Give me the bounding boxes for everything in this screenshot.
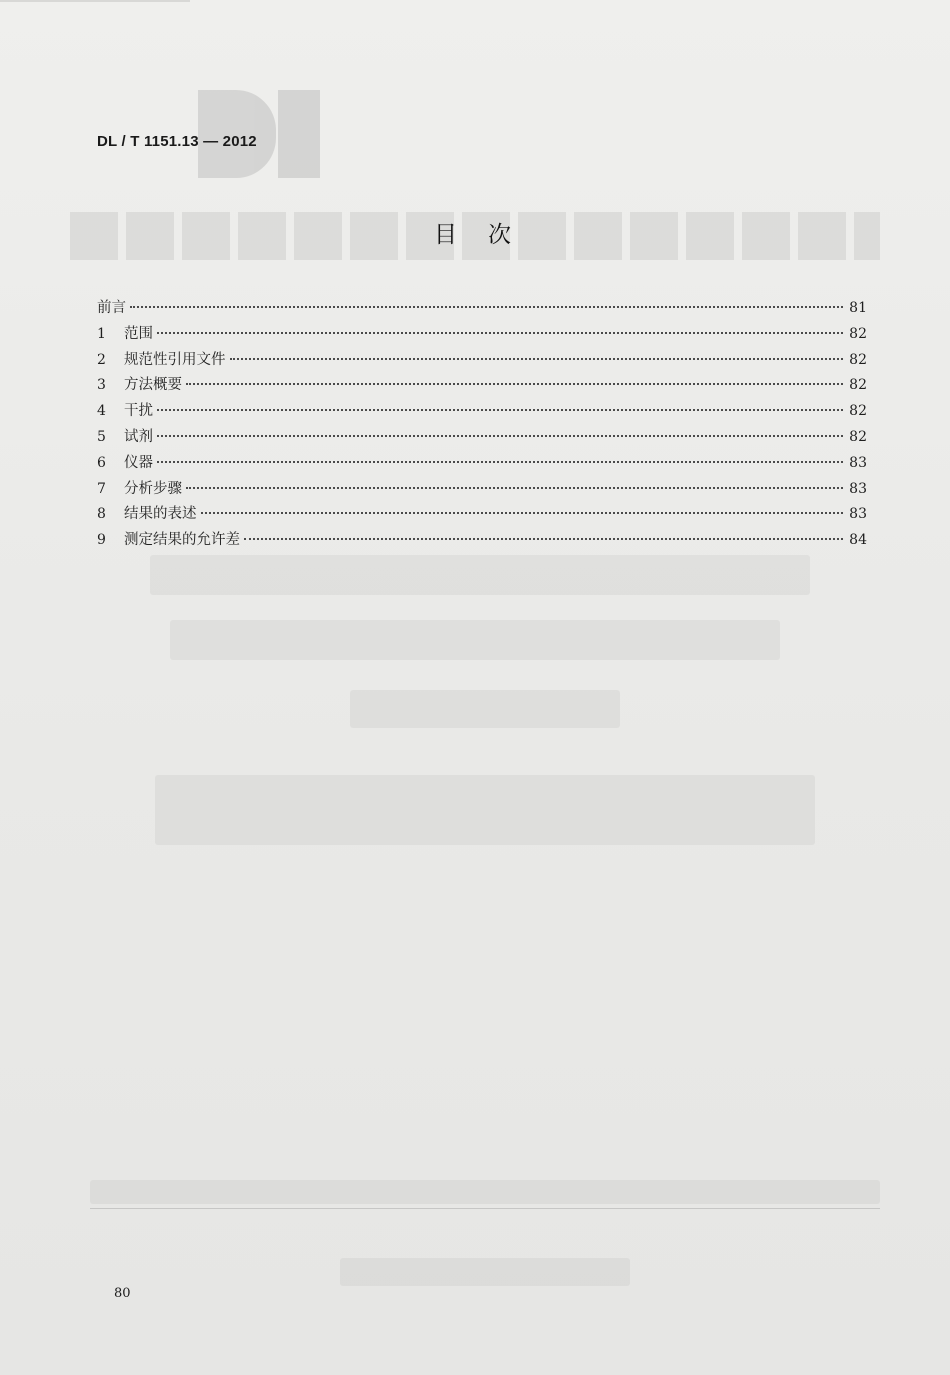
toc-entry-number: 1 — [97, 325, 106, 342]
toc-entry-label: 规范性引用文件 — [124, 351, 226, 368]
bleed-through-block — [170, 620, 780, 660]
dot-leader — [157, 461, 843, 463]
toc-entry-number: 2 — [97, 351, 106, 368]
toc-entry-page: 82 — [849, 325, 867, 342]
toc-entry-label: 仪器 — [124, 454, 153, 471]
bleed-through-rule — [90, 1208, 880, 1209]
toc-entry-number: 8 — [97, 506, 106, 523]
dot-leader — [157, 409, 843, 411]
toc-entry-page: 82 — [849, 377, 867, 394]
toc-entry-page: 83 — [849, 506, 867, 523]
toc-entry-label: 分析步骤 — [124, 480, 182, 497]
table-of-contents — [97, 296, 867, 554]
toc-entry-number: 6 — [97, 454, 106, 471]
toc-entry-3[interactable] — [97, 373, 867, 399]
scan-edge — [0, 0, 190, 2]
toc-title-char: 次 — [488, 222, 511, 248]
toc-entry-foreword[interactable] — [97, 296, 867, 322]
toc-entry-label: 范围 — [124, 325, 153, 342]
dot-leader — [157, 332, 843, 334]
toc-entry-label: 测定结果的允许差 — [124, 532, 240, 549]
toc-entry-9[interactable] — [97, 528, 867, 554]
toc-entry-page: 82 — [849, 403, 867, 420]
toc-entry-6[interactable] — [97, 451, 867, 477]
bleed-through-block — [90, 1180, 880, 1204]
toc-entry-number: 7 — [97, 480, 106, 497]
toc-entry-number: 3 — [97, 377, 106, 394]
toc-title-char: 目 — [434, 222, 457, 248]
toc-entry-page: 83 — [849, 480, 867, 497]
toc-entry-label: 方法概要 — [124, 377, 182, 394]
toc-entry-page: 82 — [849, 428, 867, 445]
toc-entry-5[interactable] — [97, 425, 867, 451]
toc-entry-label: 结果的表述 — [124, 506, 197, 523]
dot-leader — [130, 306, 843, 308]
toc-entry-number: 4 — [97, 403, 106, 420]
toc-entry-7[interactable] — [97, 477, 867, 503]
toc-entry-page: 83 — [849, 454, 867, 471]
toc-entry-page: 84 — [849, 532, 867, 549]
bleed-through-block — [150, 555, 810, 595]
dot-leader — [201, 512, 844, 514]
toc-entry-label: 试剂 — [124, 428, 153, 445]
toc-entry-8[interactable] — [97, 502, 867, 528]
bleed-through-block — [340, 1258, 630, 1286]
dot-leader — [230, 358, 844, 360]
toc-entry-number: 9 — [97, 532, 106, 549]
toc-entry-page: 82 — [849, 351, 867, 368]
toc-entry-label: 前言 — [97, 300, 126, 316]
dot-leader — [244, 538, 843, 540]
dot-leader — [186, 383, 843, 385]
toc-entry-2[interactable] — [97, 348, 867, 374]
toc-entry-1[interactable] — [97, 322, 867, 348]
toc-title — [434, 216, 511, 249]
bleed-through-block — [350, 690, 620, 728]
toc-entry-label: 干扰 — [124, 403, 153, 420]
bleed-through-block — [155, 775, 815, 845]
document-code: DL / T 1151.13 — 2012 — [97, 133, 257, 150]
toc-entry-number: 5 — [97, 428, 106, 445]
dot-leader — [186, 487, 843, 489]
page-number: 80 — [114, 1286, 131, 1301]
dot-leader — [157, 435, 843, 437]
toc-entry-4[interactable] — [97, 399, 867, 425]
toc-entry-page: 81 — [849, 300, 867, 316]
